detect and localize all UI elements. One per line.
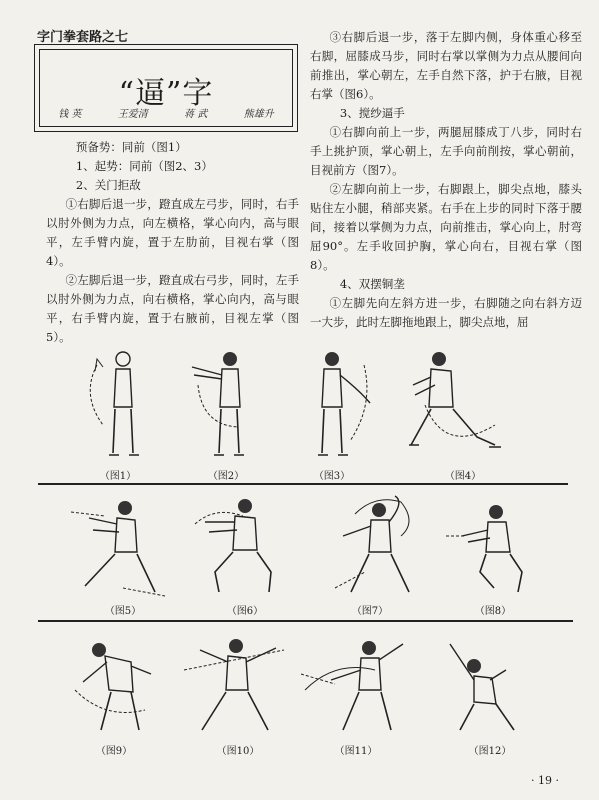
row-divider (38, 620, 573, 622)
figure-4-illustration (405, 345, 505, 465)
author: 王爱清 (117, 109, 148, 120)
figure-3-illustration (300, 345, 380, 465)
author: 蒋 武 (184, 109, 208, 120)
figure-10 (180, 630, 290, 740)
figure-8 (440, 492, 550, 602)
figure-label: （图7） (351, 606, 389, 617)
figure-6 (185, 492, 295, 602)
figure-label: （图11） (334, 746, 378, 757)
figure-10-illustration (180, 630, 290, 740)
section-heading: 3、搅纱逼手 (339, 106, 405, 120)
right-text-column (310, 28, 582, 332)
left-text-column (46, 138, 299, 347)
figure-11 (295, 630, 415, 740)
figure-1-illustration (75, 345, 155, 465)
figure-6-illustration (185, 492, 295, 602)
author: 熊雄升 (243, 109, 274, 120)
figure-12 (430, 630, 540, 740)
figure-3 (300, 345, 380, 465)
figure-label: （图12） (468, 746, 512, 757)
section-heading: 2、关门拒敌 (75, 178, 141, 192)
figure-label: （图5） (104, 606, 142, 617)
figure-label: （图8） (474, 606, 512, 617)
paragraph: ①左脚先向左斜方进一步，右脚随之向右斜方迈一大步，此时左脚拖地跟上，脚尖点地，屈 (310, 296, 582, 329)
figure-7-illustration (325, 492, 435, 602)
paragraph: ①右脚向前上一步，两腿屈膝成丁八步，同时右手上挑护顶，掌心朝上，左手向前削按，掌心朝前，目视前方（图7）。 (310, 125, 582, 177)
figure-7 (325, 492, 435, 602)
text-line: 1、起势：同前（图2、3） (75, 159, 213, 173)
figure-1 (75, 345, 155, 465)
figure-5 (65, 492, 175, 602)
title-box (34, 44, 298, 132)
figure-label: （图4） (444, 471, 482, 482)
author: 钱 英 (58, 109, 82, 120)
figure-4 (405, 345, 505, 465)
article-title: “逼”字 (118, 76, 214, 111)
figure-2-illustration (180, 345, 260, 465)
row-divider (38, 483, 568, 485)
paragraph: ③右脚后退一步，落于左脚内侧，身体重心移至右脚，屈膝成马步，同时右掌以掌侧为力点从腰间向前推出，掌心朝左，左手自然下落，护于右腋，目视右掌（图6）。 (310, 30, 582, 101)
section-heading: 4、双摆铜垄 (339, 277, 405, 291)
figure-label: （图2） (207, 471, 245, 482)
paragraph: ②左脚后退一步，蹬直成右弓步，同时，左手以肘外侧为力点，向右横格，掌心向内，高与眼平，右手臂内旋，置于右腋前，目视左掌（图5）。 (46, 273, 299, 344)
figure-9 (65, 630, 165, 740)
figure-5-illustration (65, 492, 175, 602)
figure-label: （图1） (99, 471, 137, 482)
title-box-inner (39, 49, 293, 127)
figure-2 (180, 345, 260, 465)
author-list (40, 105, 292, 120)
text-line: 预备势：同前（图1） (75, 140, 187, 154)
series-title: 字门拳套路之七 (37, 30, 129, 45)
page-number: · 19 · (531, 774, 559, 787)
figure-9-illustration (65, 630, 165, 740)
figure-label: （图3） (313, 471, 351, 482)
paragraph: ②左脚向前上一步，右脚跟上，脚尖点地，膝头贴住左小腿，稍部夹紧。右手在上步的同时下落于腰间，接着以掌侧为力点，向前推击，掌心向上，肘弯屈90°。左手收回护胸，掌心向右，目视右掌（图8）。 (310, 182, 582, 272)
figure-label: （图9） (95, 746, 133, 757)
paragraph: ①右脚后退一步，蹬直成左弓步，同时，右手以肘外侧为力点，向左横格，掌心向内，高与眼平，左手臂内旋，置于左肋前，目视右掌（图4）。 (46, 197, 299, 268)
figure-label: （图10） (216, 746, 260, 757)
figure-12-illustration (430, 630, 540, 740)
figure-label: （图6） (226, 606, 264, 617)
figure-11-illustration (295, 630, 415, 740)
figure-8-illustration (440, 492, 550, 602)
